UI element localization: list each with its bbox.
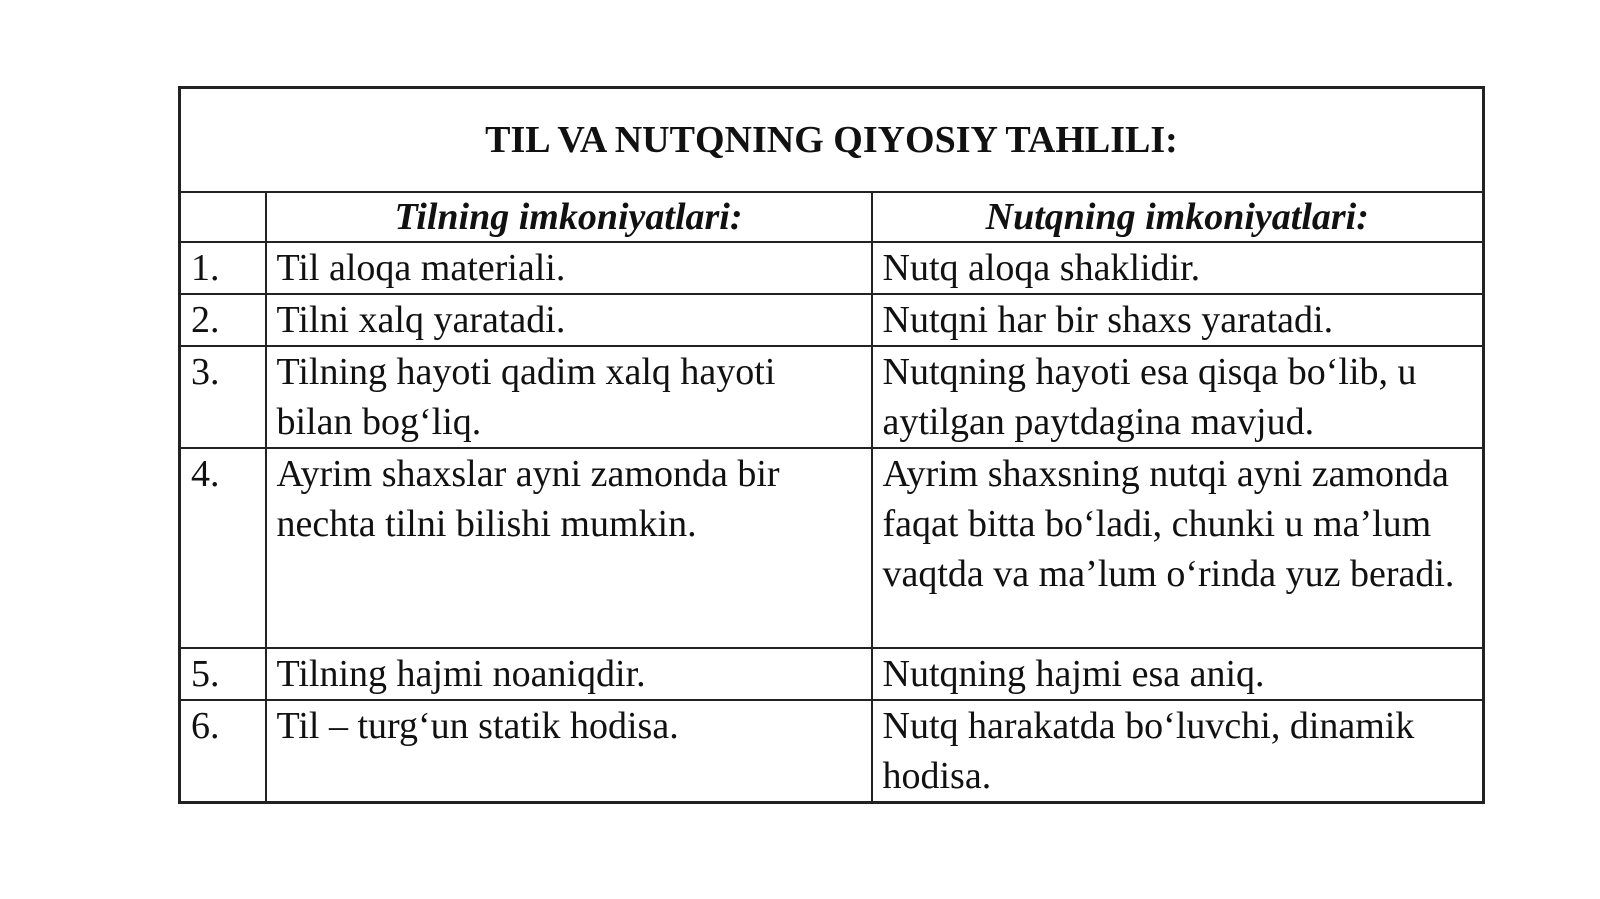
til-cell: Tilning hayoti qadim xalq hayoti bilan bog‘liq. [266, 346, 872, 448]
nutq-cell: Nutqni har bir shaxs yaratadi. [872, 294, 1484, 346]
row-number: 1. [180, 242, 266, 294]
table-row [180, 700, 1484, 803]
row-number: 3. [180, 346, 266, 448]
til-cell: Til – turg‘un statik hodisa. [266, 700, 872, 803]
comparison-table [178, 86, 1485, 804]
til-cell: Ayrim shaxslar ayni zamonda bir nechta tilni bilishi mumkin. [266, 448, 872, 648]
table-row [180, 346, 1484, 448]
til-cell: Til aloqa materiali. [266, 242, 872, 294]
row-number: 2. [180, 294, 266, 346]
table-title: TIL VA NUTQNING QIYOSIY TAHLILI: [180, 88, 1484, 193]
til-cell: Tilning hajmi noaniqdir. [266, 648, 872, 700]
nutq-cell: Nutqning hajmi esa aniq. [872, 648, 1484, 700]
header-number [180, 192, 266, 242]
table-row [180, 448, 1484, 648]
nutq-cell: Nutqning hayoti esa qisqa bo‘lib, u aytilgan paytdagina mavjud. [872, 346, 1484, 448]
table-title-row [180, 88, 1484, 193]
nutq-cell: Nutq aloqa shaklidir. [872, 242, 1484, 294]
header-nutq: Nutqning imkoniyatlari: [872, 192, 1484, 242]
row-number: 4. [180, 448, 266, 648]
nutq-cell: Nutq harakatda bo‘luvchi, dinamik hodisa. [872, 700, 1484, 803]
table-header-row [180, 192, 1484, 242]
nutq-cell: Ayrim shaxsning nutqi ayni zamonda faqat bitta bo‘ladi, chunki u ma’lum vaqtda va ma’lum o‘rinda yuz beradi. [872, 448, 1484, 648]
til-cell: Tilni xalq yaratadi. [266, 294, 872, 346]
table-row [180, 294, 1484, 346]
row-number: 6. [180, 700, 266, 803]
table-row [180, 648, 1484, 700]
table-row [180, 242, 1484, 294]
row-number: 5. [180, 648, 266, 700]
header-til: Tilning imkoniyatlari: [266, 192, 872, 242]
